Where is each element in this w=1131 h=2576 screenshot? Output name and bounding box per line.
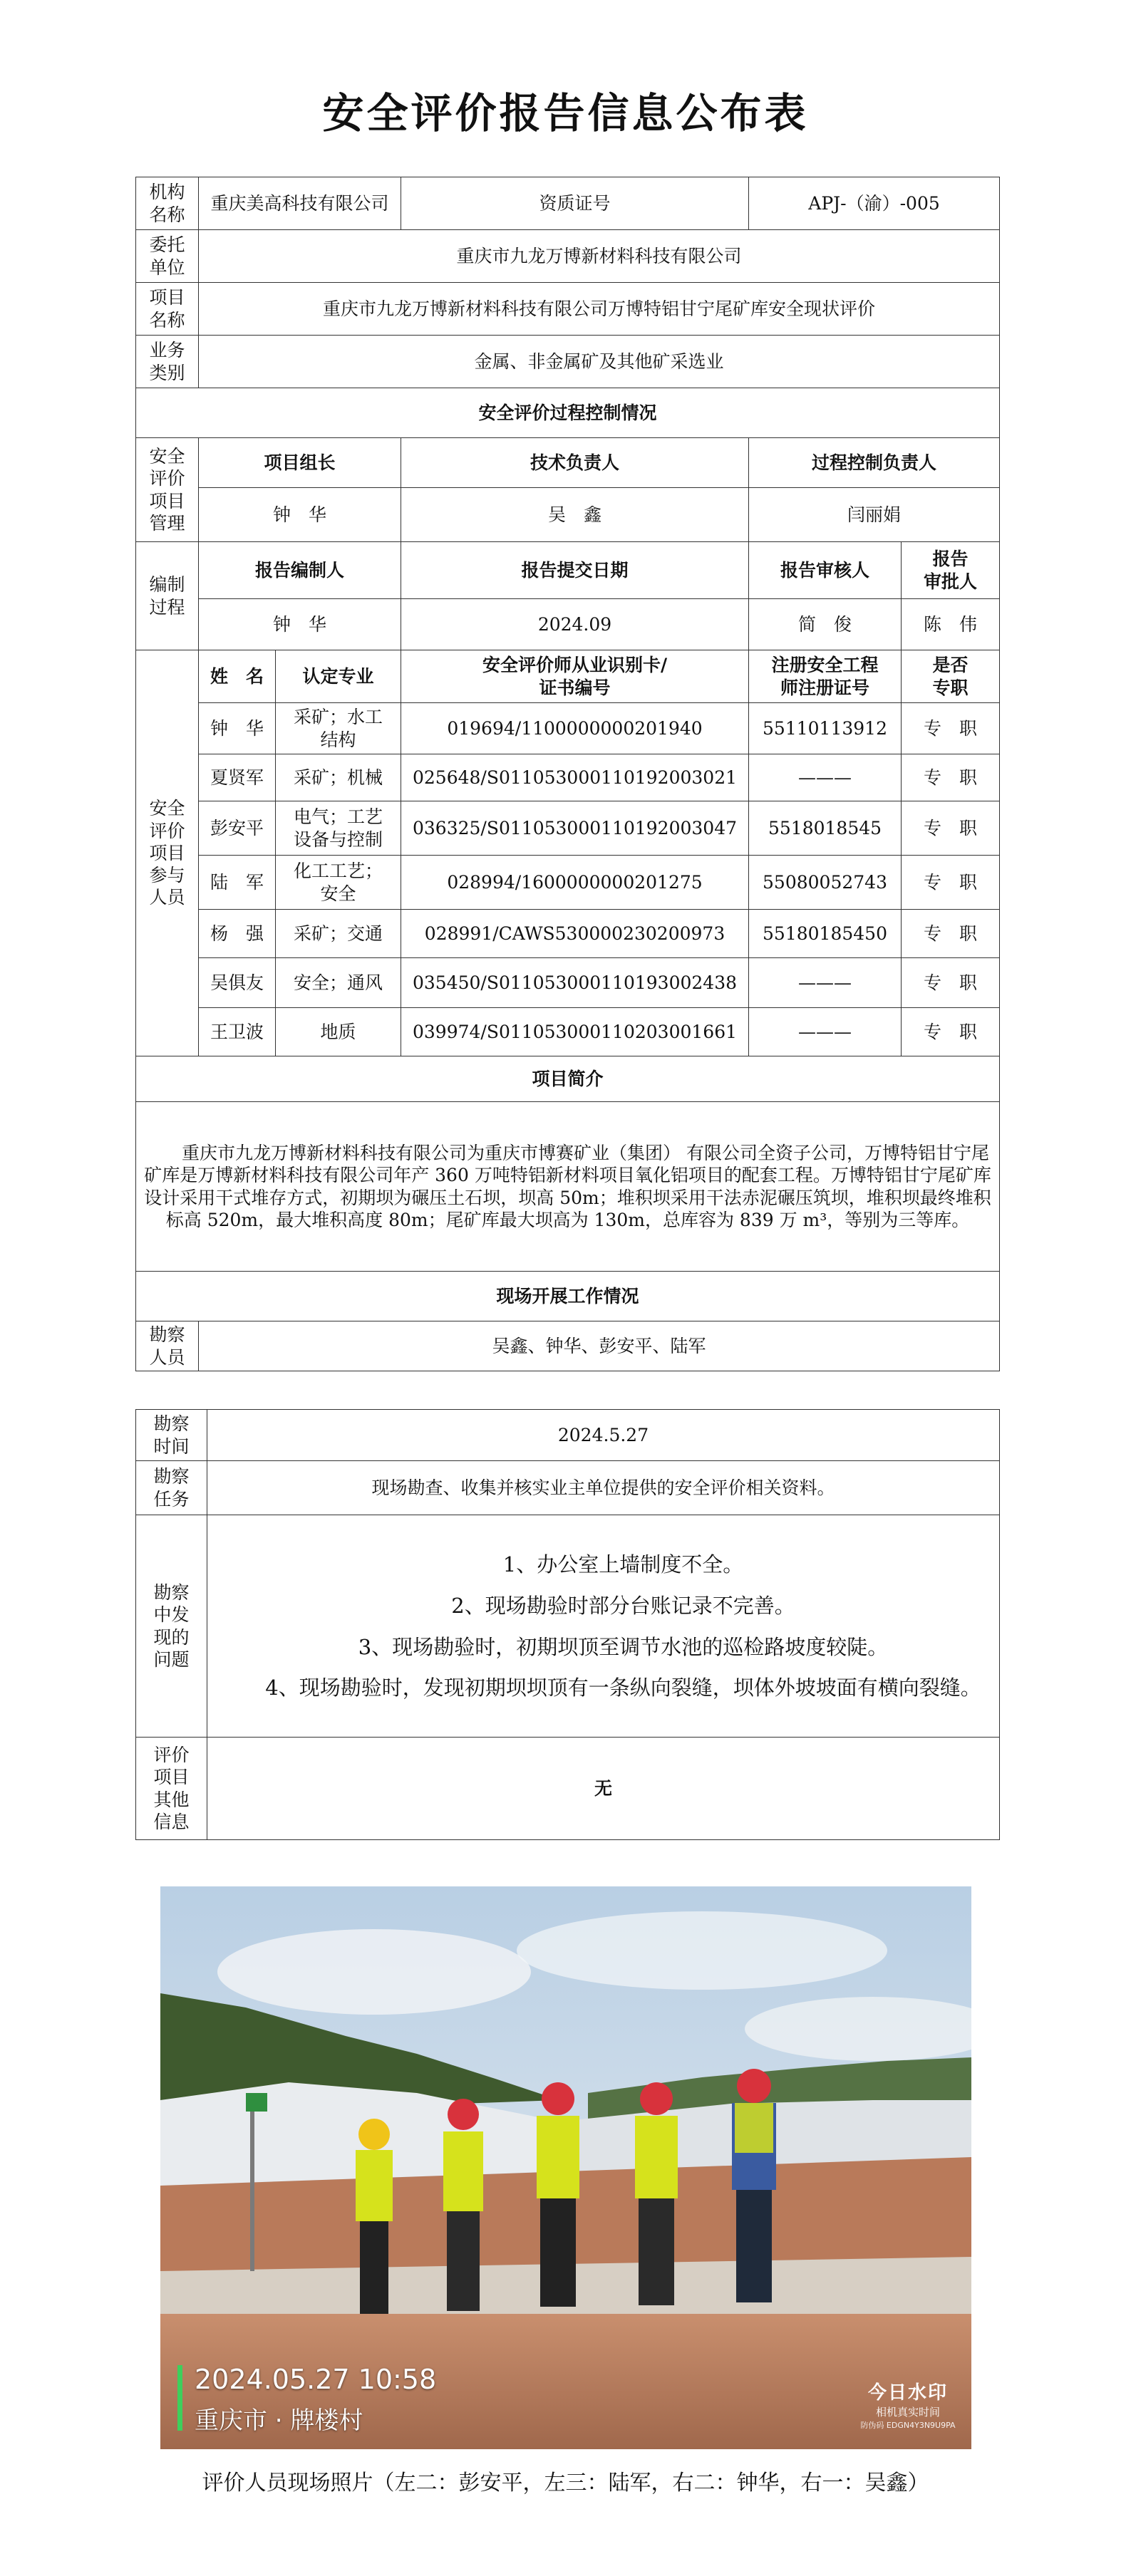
other-info-label: 评价 项目 其他 信息 <box>136 1738 207 1840</box>
participants-header-major: 认定专业 <box>276 650 401 703</box>
compile-header-date: 报告提交日期 <box>401 542 749 599</box>
participants-header-reg: 注册安全工程 师注册证号 <box>749 650 902 703</box>
participant-cert: 019694/1100000000201940 <box>401 703 749 754</box>
compile-approver: 陈 伟 <box>902 599 1000 650</box>
survey-time-label: 勘察 时间 <box>136 1410 207 1461</box>
participant-name: 夏贤军 <box>199 754 276 801</box>
table-row <box>136 754 1000 801</box>
participant-reg: ——— <box>749 958 902 1008</box>
page-title: 安全评价报告信息公布表 <box>322 89 809 137</box>
management-header-control: 过程控制负责人 <box>749 438 1000 488</box>
compile-header-author: 报告编制人 <box>199 542 401 599</box>
photo-caption: 评价人员现场照片（左二：彭安平，左三：陆军，右二：钟华，右一：吴鑫） <box>202 2471 929 2496</box>
participants-header-fulltime: 是否 专职 <box>902 650 1000 703</box>
management-header-tech: 技术负责人 <box>401 438 749 488</box>
participant-name: 王卫波 <box>199 1008 276 1056</box>
project-label: 项目 名称 <box>136 283 199 336</box>
participant-reg: ——— <box>749 1008 902 1056</box>
site-survey-table <box>135 1409 1000 1840</box>
participant-cert: 028991/CAWS530000230200973 <box>401 910 749 958</box>
compile-author: 钟 华 <box>199 599 401 650</box>
compile-reviewer: 简 俊 <box>749 599 902 650</box>
participant-fulltime: 专 职 <box>902 856 1000 910</box>
cert-value: APJ-（渝）-005 <box>749 177 1000 230</box>
participant-fulltime: 专 职 <box>902 703 1000 754</box>
watermark-brand-name: 今日水印 <box>867 2382 948 2404</box>
management-header-leader: 项目组长 <box>199 438 401 488</box>
site-header: 现场开展工作情况 <box>136 1272 1000 1321</box>
table-row <box>136 703 1000 754</box>
site-photo <box>160 1886 971 2449</box>
participants-header-name: 姓 名 <box>199 650 276 703</box>
participant-fulltime: 专 职 <box>902 801 1000 856</box>
participant-name: 吴俱友 <box>199 958 276 1008</box>
business-label: 业务 类别 <box>136 336 199 388</box>
participant-major: 地质 <box>276 1008 401 1056</box>
participants-header-cert: 安全评价师从业识别卡/ 证书编号 <box>401 650 749 703</box>
participant-fulltime: 专 职 <box>902 1008 1000 1056</box>
participant-fulltime: 专 职 <box>902 910 1000 958</box>
participant-name: 杨 强 <box>199 910 276 958</box>
client-label: 委托 单位 <box>136 230 199 283</box>
surveyors-label: 勘察 人员 <box>136 1321 199 1371</box>
participant-name: 陆 军 <box>199 856 276 910</box>
survey-issues <box>207 1515 1000 1738</box>
participant-reg: 55080052743 <box>749 856 902 910</box>
watermark-brand <box>854 2378 961 2431</box>
project-value: 重庆市九龙万博新材料科技有限公司万博特铝甘宁尾矿库安全现状评价 <box>199 283 1000 336</box>
survey-task-value: 现场勘查、收集并核实业主单位提供的安全评价相关资料。 <box>207 1461 1000 1515</box>
watermark-bar <box>177 2365 182 2431</box>
report-info-table <box>135 177 1000 1371</box>
participant-major: 化工工艺； 安全 <box>276 856 401 910</box>
participant-major: 采矿；交通 <box>276 910 401 958</box>
survey-issues-label: 勘察 中发 现的 问题 <box>136 1515 207 1738</box>
org-name-label: 机构 名称 <box>136 177 199 230</box>
watermark-code: 防伪码 EDGN4Y3N9U9PA <box>860 2421 956 2430</box>
cert-label: 资质证号 <box>401 177 749 230</box>
participant-cert: 036325/S011053000110192003047 <box>401 801 749 856</box>
watermark-brand-sub: 相机真实时间 <box>875 2406 940 2419</box>
issue-item: 1、办公室上墙制度不全。 <box>502 1552 744 1577</box>
other-info-value: 无 <box>207 1738 1000 1840</box>
participant-reg: 5518018545 <box>749 801 902 856</box>
table-row <box>136 958 1000 1008</box>
table-row <box>136 801 1000 856</box>
participant-reg: 55110113912 <box>749 703 902 754</box>
participant-reg: 55180185450 <box>749 910 902 958</box>
compile-header-reviewer: 报告审核人 <box>749 542 902 599</box>
survey-task-label: 勘察 任务 <box>136 1461 207 1515</box>
compile-header-approver: 报告 审批人 <box>902 542 1000 599</box>
watermark-location: 重庆市 · 牌楼村 <box>195 2406 363 2435</box>
compile-date: 2024.09 <box>401 599 749 650</box>
table-row <box>136 1008 1000 1056</box>
business-value: 金属、非金属矿及其他矿采选业 <box>199 336 1000 388</box>
surveyors-value: 吴鑫、钟华、彭安平、陆军 <box>199 1321 1000 1371</box>
table-row <box>136 910 1000 958</box>
participant-name: 彭安平 <box>199 801 276 856</box>
issue-item: 4、现场勘验时，发现初期坝坝顶有一条纵向裂缝，坝体外坡坡面有横向裂缝。 <box>265 1676 981 1700</box>
compile-label: 编制 过程 <box>136 542 199 650</box>
intro-text: 重庆市九龙万博新材料科技有限公司为重庆市博赛矿业（集团） 有限公司全资子公司，万博特铝甘宁尾矿库是万博新材料科技有限公司年产 360 万吨特铝新材料项目氧化铝项目的配套工程。万博特铝甘宁尾矿库设计采用干式堆存方式，初期坝为碾压土石坝，坝高 50m；堆积坝采用干法赤泥碾压筑坝，堆积坝最终堆积标高 520m，最大堆积高度 80m；尾矿库最大坝高为 130m，总库容为 839 万 m³，等别为三等库。 <box>136 1102 1000 1272</box>
survey-time-value: 2024.5.27 <box>207 1410 1000 1461</box>
org-name-value: 重庆美高科技有限公司 <box>199 177 401 230</box>
process-header: 安全评价过程控制情况 <box>136 388 1000 438</box>
management-label: 安全 评价 项目 管理 <box>136 438 199 542</box>
participant-major: 采矿；机械 <box>276 754 401 801</box>
management-tech: 吴 鑫 <box>401 488 749 542</box>
participant-cert: 035450/S011053000110193002438 <box>401 958 749 1008</box>
participant-cert: 028994/1600000000201275 <box>401 856 749 910</box>
participant-cert: 039974/S011053000110203001661 <box>401 1008 749 1056</box>
participant-major: 采矿；水工 结构 <box>276 703 401 754</box>
participants-label: 安全 评价 项目 参与 人员 <box>136 650 199 1056</box>
worker-5 <box>732 2069 776 2302</box>
participant-name: 钟 华 <box>199 703 276 754</box>
client-value: 重庆市九龙万博新材料科技有限公司 <box>199 230 1000 283</box>
participant-major: 电气；工艺 设备与控制 <box>276 801 401 856</box>
participant-reg: ——— <box>749 754 902 801</box>
watermark-datetime: 2024.05.27 10:58 <box>195 2364 437 2395</box>
intro-header: 项目简介 <box>136 1056 1000 1102</box>
table-row <box>136 856 1000 910</box>
issue-item: 2、现场勘验时部分台账记录不完善。 <box>451 1593 795 1618</box>
participant-cert: 025648/S011053000110192003021 <box>401 754 749 801</box>
issue-item: 3、现场勘验时，初期坝顶至调节水池的巡检路坡度较陡。 <box>358 1634 889 1659</box>
worker-3 <box>537 2082 579 2307</box>
participant-fulltime: 专 职 <box>902 958 1000 1008</box>
participant-major: 安全；通风 <box>276 958 401 1008</box>
management-control: 闫丽娟 <box>749 488 1000 542</box>
management-leader: 钟 华 <box>199 488 401 542</box>
participant-fulltime: 专 职 <box>902 754 1000 801</box>
